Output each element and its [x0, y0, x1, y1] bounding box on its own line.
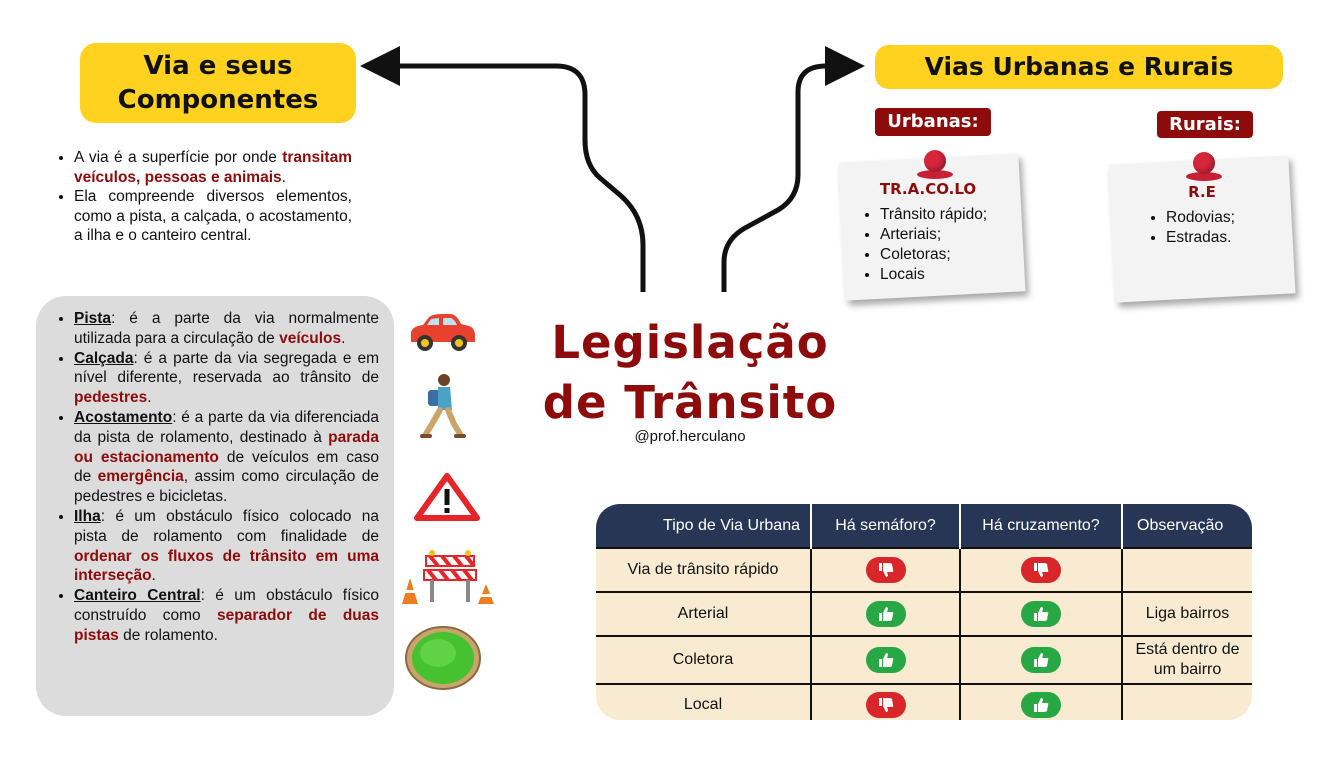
table-header: Tipo de Via Urbana	[596, 504, 811, 548]
table-cell-semaforo	[811, 636, 960, 684]
pushpin-icon	[1193, 152, 1215, 174]
tag-line-2: Componentes	[117, 85, 319, 115]
table-header: Observação	[1137, 516, 1224, 534]
warning-sign-icon	[414, 473, 480, 521]
section-tag-via-componentes	[80, 43, 356, 123]
pedestrian-icon	[418, 372, 466, 442]
components-list	[52, 309, 379, 646]
rural-acronym: R.E	[1188, 183, 1216, 201]
table-header: Há cruzamento?	[960, 504, 1122, 548]
arrow-left	[380, 66, 643, 292]
intro-list	[52, 148, 352, 246]
table-cell-cruzamento	[960, 548, 1122, 592]
table-row	[596, 636, 1252, 684]
thumbs-up-icon	[1021, 647, 1061, 673]
rural-list	[1144, 208, 1235, 248]
thumbs-down-icon	[866, 692, 906, 718]
title-line-1: Legislação	[551, 316, 829, 369]
canteiro-icon	[404, 625, 482, 691]
author-handle: @prof.herculano	[634, 428, 746, 445]
table-cell-type: Coletora	[596, 636, 811, 684]
component-ilha: • Ilha: é um obstáculo físico colocado na pista de rolamento com finalidade de ordenar os fluxos de trânsito em uma interseção.	[74, 507, 379, 586]
rural-label: Rurais:	[1157, 111, 1253, 138]
table-cell-obs	[1122, 684, 1252, 720]
table-cell-cruzamento	[960, 592, 1122, 636]
table-row	[596, 684, 1252, 720]
urban-list	[858, 205, 987, 285]
thumbs-up-icon	[1021, 601, 1061, 627]
component-acostamento: • Acostamento: é a parte da via diferenciada da pista de rolamento, destinado à parada ou estacionamento de veículos em caso de emergência, assim como circulação de pedestres e bicicletas.	[74, 408, 379, 507]
intro-item-2: • Ela compreende diversos elementos, como a pista, a calçada, o acostamento, a ilha e o canteiro central.	[74, 187, 352, 246]
table-cell-semaforo	[811, 684, 960, 720]
thumbs-up-icon	[866, 601, 906, 627]
component-calcada: • Calçada: é a parte da via segregada e em nível diferente, reservada ao trânsito de pedestres.	[74, 349, 379, 408]
urban-item: • Trânsito rápido;	[880, 205, 987, 225]
thumbs-up-icon	[1021, 692, 1061, 718]
section-tag-vias: Vias Urbanas e Rurais	[875, 45, 1283, 89]
component-canteiro: • Canteiro Central: é um obstáculo físico construído como separador de duas pistas de rolamento.	[74, 586, 379, 645]
urban-label: Urbanas:	[875, 108, 991, 136]
rural-item: • Estradas.	[1166, 228, 1235, 248]
table-header: Há semáforo?	[811, 504, 960, 548]
intro-item-1: • A via é a superfície por onde transitam veículos, pessoas e animais.	[74, 148, 352, 187]
table-cell-semaforo	[811, 548, 960, 592]
title-line-2: de Trânsito	[542, 376, 838, 429]
arrow-right	[724, 66, 845, 292]
thumbs-up-icon	[866, 647, 906, 673]
urban-item: • Coletoras;	[880, 245, 987, 265]
tag-line-1: Via e seus	[143, 51, 293, 81]
rural-item: • Rodovias;	[1166, 208, 1235, 228]
table-cell-type: Via de trânsito rápido	[596, 548, 811, 592]
pushpin-icon	[924, 150, 946, 172]
table-header-row	[596, 504, 1252, 548]
table-cell-cruzamento	[960, 684, 1122, 720]
roadblock-icon	[398, 548, 498, 606]
thumbs-down-icon	[1021, 557, 1061, 583]
table-row	[596, 548, 1252, 592]
urban-acronym: TR.A.CO.LO	[879, 180, 977, 198]
main-title	[500, 313, 880, 433]
car-icon	[405, 312, 477, 354]
table-cell-cruzamento	[960, 636, 1122, 684]
table-cell-obs: Está dentro de um bairro	[1135, 641, 1240, 678]
urban-roads-table	[596, 504, 1252, 720]
urban-item: • Locais	[880, 265, 987, 285]
urban-item: • Arteriais;	[880, 225, 987, 245]
table-cell-obs: Liga bairros	[1145, 605, 1230, 622]
table-cell-obs	[1122, 548, 1252, 592]
table-cell-semaforo	[811, 592, 960, 636]
component-pista: • Pista: é a parte da via normalmente utilizada para a circulação de veículos.	[74, 309, 379, 349]
table-cell-type: Local	[596, 684, 811, 720]
thumbs-down-icon	[866, 557, 906, 583]
table-cell-type: Arterial	[596, 592, 811, 636]
table-row	[596, 592, 1252, 636]
